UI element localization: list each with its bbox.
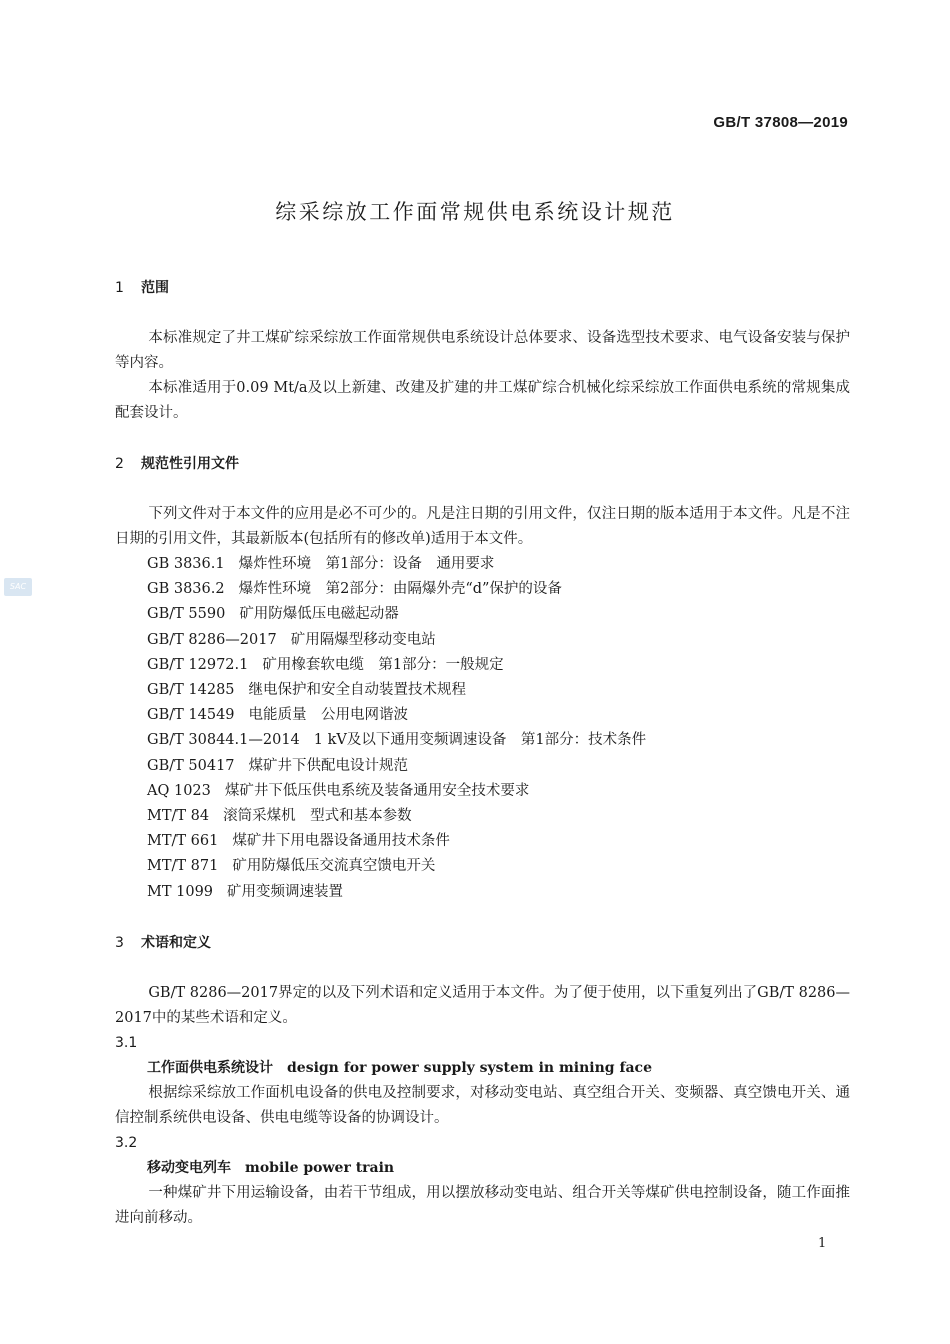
- section-title: 术语和定义: [141, 934, 211, 951]
- normative-refs-intro: 下列文件对于本文件的应用是必不可少的。凡是注日期的引用文件，仅注日期的版本适用于本文件。凡是不注日期的引用文件，其最新版本(包括所有的修改单)适用于本文件。: [115, 506, 850, 547]
- reference-code: AQ 1023: [147, 782, 211, 799]
- term-definition: 根据综采综放工作面机电设备的供电及控制要求，对移动变电站、真空组合开关、变频器、真空馈电开关、通信控制系统供电设备、供电电缆等设备的协调设计。: [115, 1084, 850, 1126]
- reference-item: [115, 602, 850, 627]
- section-3-heading: [115, 931, 850, 956]
- reference-item: [115, 678, 850, 703]
- term-number: 3.1: [115, 1034, 138, 1051]
- reference-title: 矿用隔爆型移动变电站: [290, 631, 436, 648]
- scope-paragraph: 本标准适用于0.09 Mt/a及以上新建、改建及扩建的井工煤矿综合机械化综采综放工作面供电系统的常规集成配套设计。: [115, 380, 850, 421]
- reference-item: [115, 653, 850, 678]
- reference-item: [115, 854, 850, 879]
- reference-code: GB/T 30844.1—2014: [147, 732, 300, 749]
- reference-item: [115, 880, 850, 905]
- reference-title: 煤矿井下供配电设计规范: [248, 757, 409, 774]
- reference-title: 电能质量 公用电网谐波: [248, 707, 409, 724]
- reference-code: MT/T 661: [147, 833, 219, 850]
- term-number: 3.2: [115, 1134, 138, 1151]
- reference-code: GB/T 5590: [147, 606, 226, 623]
- reference-item: [115, 804, 850, 829]
- term-heading: [115, 1056, 850, 1081]
- reference-title: 矿用防爆低压交流真空馈电开关: [232, 858, 436, 875]
- reference-code: GB 3836.2: [147, 581, 225, 598]
- reference-item: [115, 703, 850, 728]
- scope-paragraph: 本标准规定了井工煤矿综采综放工作面常规供电系统设计总体要求、设备选型技术要求、电气设备安装与保护等内容。: [115, 330, 850, 371]
- reference-title: 1 kV及以下通用变频调速设备 第1部分：技术条件: [313, 732, 647, 749]
- reference-code: MT/T 84: [147, 808, 210, 825]
- reference-title: 矿用防爆低压电磁起动器: [239, 606, 399, 623]
- reference-item: [115, 577, 850, 602]
- reference-item: [115, 779, 850, 804]
- reference-title: 爆炸性环境 第2部分：由隔爆外壳“d”保护的设备: [238, 581, 562, 598]
- reference-item: [115, 829, 850, 854]
- terms-intro: GB/T 8286—2017界定的以及下列术语和定义适用于本文件。为了便于使用，以下重复列出了GB/T 8286—2017中的某些术语和定义。: [115, 984, 850, 1026]
- reference-code: GB/T 14549: [147, 707, 235, 724]
- section-1-heading: [115, 276, 850, 301]
- section-2-heading: [115, 452, 850, 477]
- standard-code: GB/T 37808—2019: [713, 114, 848, 131]
- term-en: design for power supply system in mining face: [287, 1059, 652, 1076]
- term-definition: 一种煤矿井下用运输设备，由若干节组成，用以摆放移动变电站、组合开关等煤矿供电控制设备，随工作面推进向前移动。: [115, 1184, 850, 1226]
- sac-watermark: SAC: [4, 578, 32, 596]
- reference-title: 煤矿井下用电器设备通用技术条件: [232, 833, 450, 850]
- section-number: 3: [115, 934, 124, 951]
- reference-code: GB/T 50417: [147, 757, 235, 774]
- reference-code: MT 1099: [147, 883, 214, 900]
- reference-title: 矿用变频调速装置: [227, 883, 344, 900]
- document-body: [115, 276, 850, 1231]
- document-title: 综采综放工作面常规供电系统设计规范: [275, 200, 675, 224]
- term-en: mobile power train: [245, 1159, 395, 1176]
- reference-code: GB/T 12972.1: [147, 656, 249, 673]
- term-heading: [115, 1156, 850, 1181]
- section-title: 规范性引用文件: [141, 456, 239, 472]
- section-title: 范围: [141, 280, 169, 296]
- reference-item: [115, 754, 850, 779]
- page-number: 1: [818, 1236, 827, 1251]
- section-number: 1: [115, 280, 124, 296]
- reference-title: 矿用橡套软电缆 第1部分：一般规定: [262, 656, 504, 673]
- reference-code: MT/T 871: [147, 858, 219, 875]
- reference-code: GB 3836.1: [147, 556, 225, 572]
- reference-title: 继电保护和安全自动装置技术规程: [248, 682, 467, 699]
- reference-code: GB/T 14285: [147, 682, 235, 699]
- reference-item: [115, 552, 850, 577]
- term-zh: 工作面供电系统设计: [147, 1059, 273, 1076]
- term-zh: 移动变电列车: [147, 1159, 231, 1176]
- section-number: 2: [115, 456, 124, 472]
- reference-item: [115, 728, 850, 753]
- reference-code: GB/T 8286—2017: [147, 631, 277, 648]
- reference-item: [115, 628, 850, 653]
- reference-list: [115, 552, 850, 905]
- reference-title: 滚筒采煤机 型式和基本参数: [223, 808, 412, 825]
- reference-title: 爆炸性环境 第1部分：设备 通用要求: [238, 556, 495, 572]
- reference-title: 煤矿井下低压供电系统及装备通用安全技术要求: [224, 782, 530, 799]
